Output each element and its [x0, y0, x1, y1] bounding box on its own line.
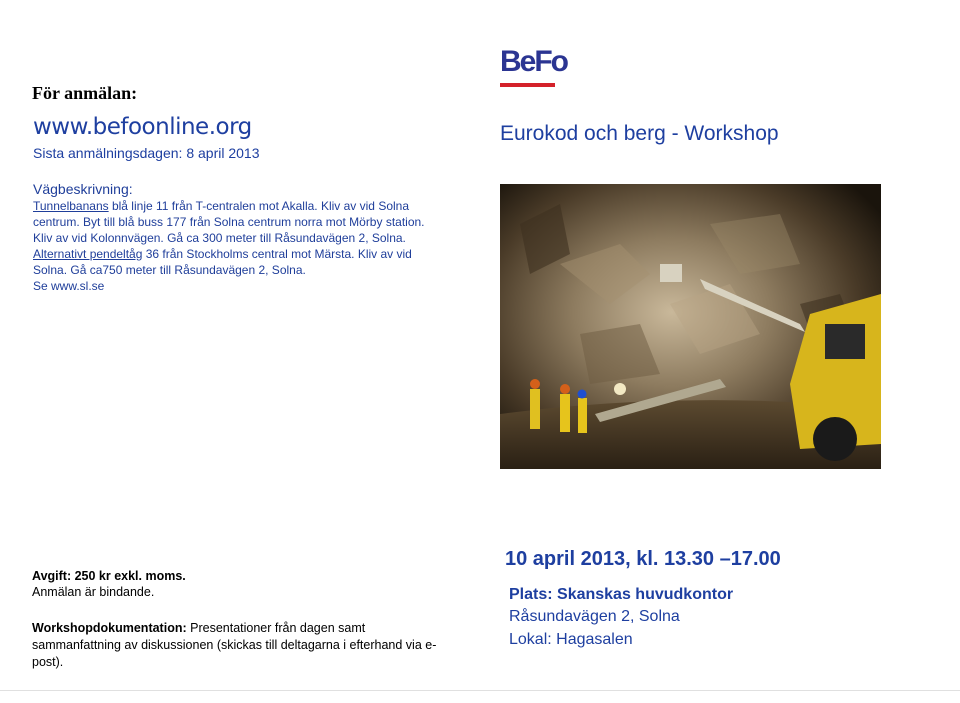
event-address: Råsundavägen 2, Solna	[509, 608, 680, 625]
logo-text: BeFo	[500, 45, 567, 78]
event-date: 10 april 2013, kl. 13.30 –17.00	[505, 548, 781, 570]
directions-line: Solna. Gå ca750 meter till Råsundavägen 2, Solna.	[33, 263, 306, 277]
directions-line: Kliv av vid Kolonnvägen. Gå ca 300 meter till Råsundavägen 2, Solna.	[33, 231, 406, 245]
subway-link[interactable]: Tunnelbanans	[33, 199, 109, 213]
documentation-text: Presentationer från dagen samt sammanfattning av diskussionen (skickas till deltagarna i efterhand via e-post).	[32, 621, 437, 669]
directions-line	[33, 246, 453, 262]
event-title: Eurokod och berg - Workshop	[500, 122, 779, 145]
fee-section	[32, 568, 462, 600]
directions-text: 36 från Stockholms central mot Märsta. Kliv av vid	[142, 247, 412, 261]
directions-line	[33, 198, 453, 214]
befo-logo	[500, 45, 567, 85]
documentation-label: Workshopdokumentation:	[32, 621, 187, 635]
commuter-train-link[interactable]: Alternativt pendeltåg	[33, 247, 143, 261]
directions-text: blå linje 11 från T-centralen mot Akalla. Kliv av vid Solna	[108, 199, 410, 213]
page-divider	[0, 690, 960, 691]
directions-line: centrum. Byt till blå buss 177 från Solna centrum norra mot Mörby station.	[33, 215, 425, 229]
binding-text: Anmälan är bindande.	[32, 585, 155, 599]
registration-heading: För anmälan:	[32, 83, 138, 103]
directions-heading: Vägbeskrivning:	[33, 181, 133, 197]
tunnel-photo	[500, 184, 881, 469]
fee-text: Avgift: 250 kr exkl. moms.	[32, 569, 186, 583]
documentation-section	[32, 620, 444, 671]
registration-url-link[interactable]: www.befoonline.org	[33, 114, 252, 140]
event-room: Lokal: Hagasalen	[509, 631, 633, 648]
registration-deadline: Sista anmälningsdagen: 8 april 2013	[33, 145, 260, 161]
logo-underline	[500, 83, 555, 87]
event-place: Plats: Skanskas huvudkontor	[509, 586, 734, 603]
directions-line: Se www.sl.se	[33, 279, 105, 293]
directions-section	[33, 180, 453, 294]
